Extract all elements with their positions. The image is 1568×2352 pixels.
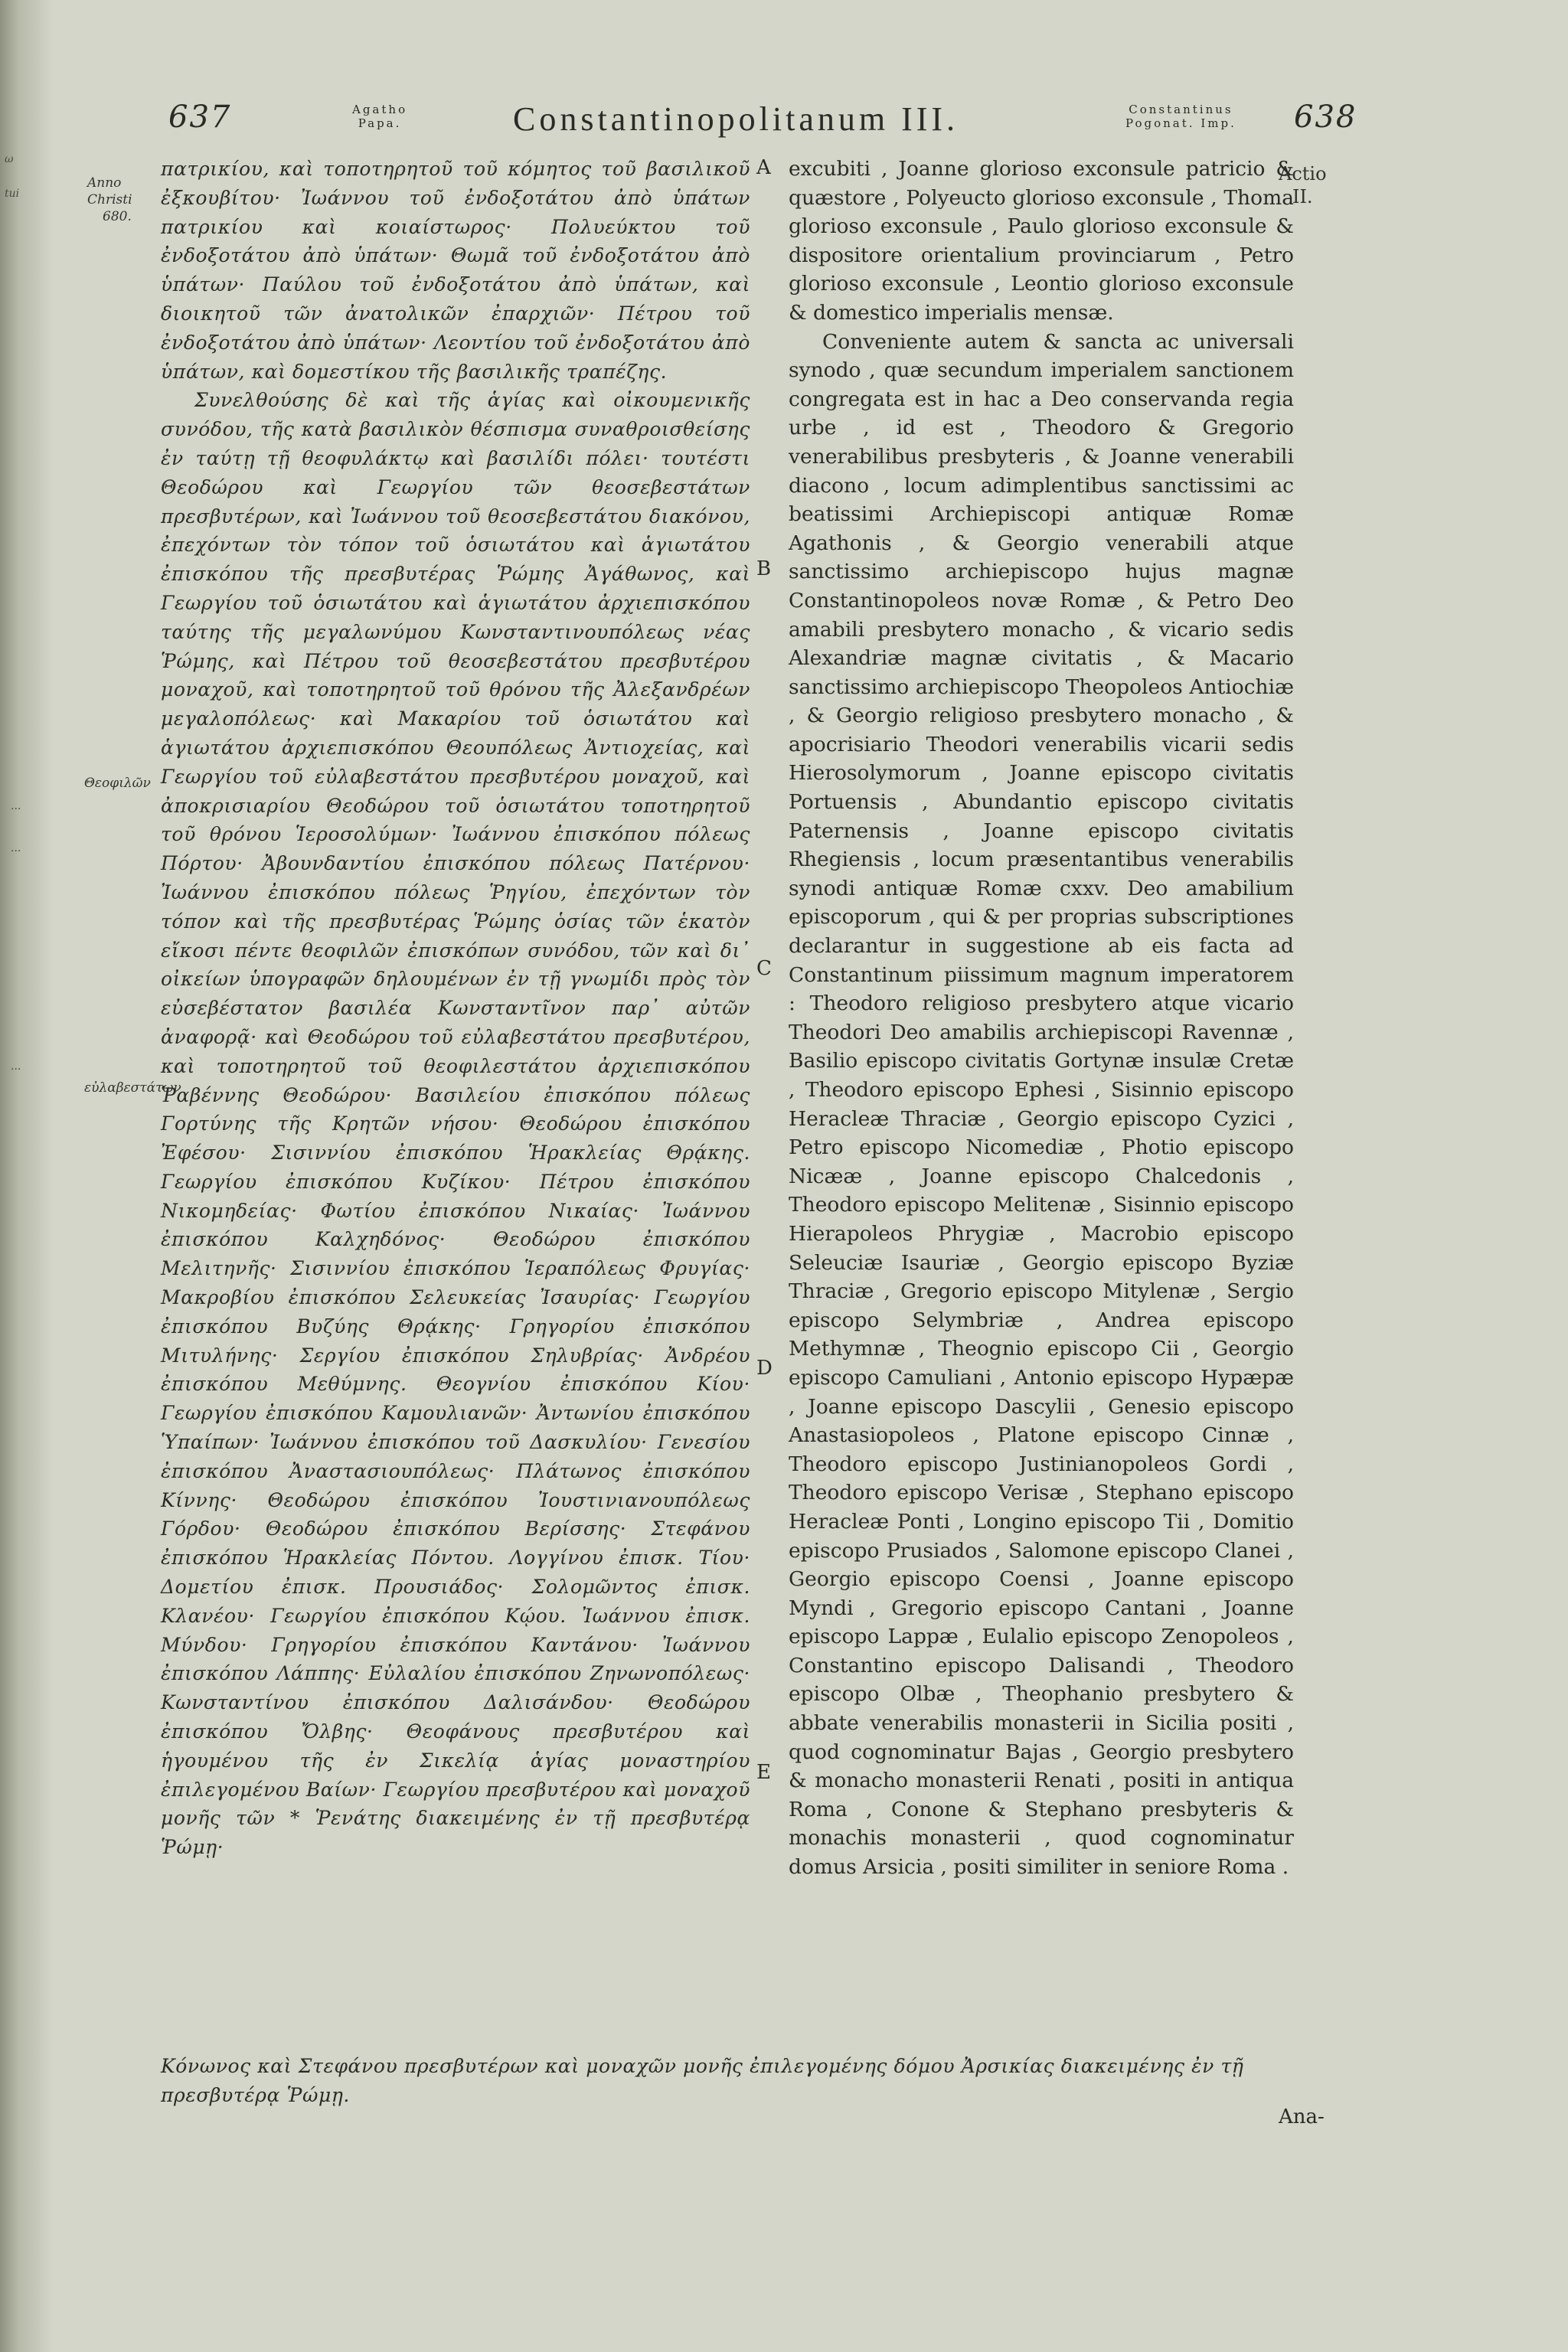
edge-fragment: ... bbox=[11, 1060, 21, 1073]
section-letter: A bbox=[756, 156, 771, 179]
adjacent-page-edge bbox=[0, 0, 54, 2352]
latin-text-column bbox=[789, 155, 1294, 1882]
edge-fragment: ... bbox=[11, 800, 21, 812]
greek-text-column bbox=[161, 155, 750, 1862]
section-letter: B bbox=[756, 557, 772, 580]
margin-actio-note: Actio II. bbox=[1279, 163, 1327, 207]
page-number-right: 638 bbox=[1294, 100, 1357, 135]
edge-fragment: ω bbox=[5, 153, 14, 165]
edge-fragment: tui bbox=[5, 188, 20, 200]
margin-variant-note: εὐλαβεστάτων bbox=[84, 1080, 181, 1096]
book-page bbox=[54, 0, 1568, 2352]
edge-fragment: ... bbox=[11, 842, 21, 854]
margin-variant-note: Θεοφιλῶν bbox=[84, 776, 151, 791]
greek-paragraph: πατρικίου, καὶ τοποτηρητοῦ τοῦ κόμητος τοῦ βασιλικοῦ ἐξκουβίτου· Ἰωάννου τοῦ ἐνδοξοτάτου ἀπὸ ὑπάτων πατρικίου καὶ κοιαίστωρος· Πολυεύκτου τοῦ ἐνδοξοτάτου ἀπὸ ὑπάτων· Θωμᾶ τοῦ ἐνδοξοτάτου ἀπὸ ὑπάτων· Παύλου τοῦ ἐνδοξοτάτου ἀπὸ ὑπάτων, καὶ διοικητοῦ τῶν ἀνατολικῶν ἐπαρχιῶν· Πέτρου τοῦ ἐνδοξοτάτου ἀπὸ ὑπάτων· Λεοντίου τοῦ ἐνδοξοτάτου ἀπὸ ὑπάτων, καὶ δομεστίκου τῆς βασιλικῆς τραπέζης. bbox=[161, 158, 750, 383]
latin-paragraph: Conveniente autem & sancta ac universali synodo , quæ secundum imperialem sanctionem congregata est in hac a Deo conservanda regia urbe , id est , Theodoro & Gregorio venerabilibus presbyteris , & Joanne venerabili diacono , locum adimplentibus sanctissimi ac beatissimi Archiepiscopi antiquæ Romæ Agathonis , & Georgio venerabili atque sanctissimo archiepiscopo hujus magnæ Constantinopoleos novæ Romæ , & Petro Deo amabili presbytero monacho , & vicario sedis Alexandriæ magnæ civitatis , & Macario sanctissimo archiepiscopo Theopoleos Antiochiæ , & Georgio religioso presbytero monacho , & apocrisiario Theodori venerabilis vicarii sedis Hierosolymorum , Joanne episcopo civitatis Portuensis , Abundantio episcopo civitatis Paternensis , Joanne episcopo civitatis Rhegiensis , locum præsentantibus venerabilis synodi antiquæ Romæ cxxv. Deo amabilium episcoporum , qui & per proprias subscriptiones declarantur in suggestione ab eis facta ad Constantinum piissimum magnum imperatorem : Theodoro religioso presbytero atque vicario Theodori Deo amabilis archiepiscopi Ravennæ , Basilio episcopo civitatis Gortynæ insulæ Cretæ , Theodoro episcopo Ephesi , Sisinnio episcopo Heracleæ Thraciæ , Georgio episcopo Cyzici , Petro episcopo Nicomediæ , Photio episcopo Nicææ , Joanne episcopo Chalcedonis , Theodoro episcopo Melitenæ , Sisinnio episcopo Hierapoleos Phrygiæ , Macrobio episcopo Seleuciæ Isauriæ , Georgio episcopo Byziæ Thraciæ , Gregorio episcopo Mitylenæ , Sergio episcopo Selymbriæ , Andrea episcopo Methymnæ , Theognio episcopo Cii , Georgio episcopo Camuliani , Antonio episcopo Hypæpæ , Joanne episcopo Dascylii , Genesio episcopo Anastasiopoleos , Platone episcopo Cinnæ , Theodoro episcopo Justinianopoleos Gordi , Theodoro episcopo Verisæ , Stephano episcopo Heracleæ Ponti , Longino episcopo Tii , Domitio episcopo Prusiados , Salomone episcopo Clanei , Georgio episcopo Coensi , Joanne episcopo Myndi , Gregorio episcopo Cantani , Joanne episcopo Lappæ , Eulalio episcopo Zenopoleos , Constantino episcopo Dalisandi , Theodoro episcopo Olbæ , Theophanio presbytero & abbate venerabilis monasterii in Sicilia positi , quod cognominatur Bajas , Georgio presbytero & monacho monasterii Renati , positi in antiqua Roma , Conone & Stephano presbyteris & monachis monasterii , quod cognominatur domus Arsicia , positi similiter in seniore Roma . bbox=[789, 329, 1294, 1880]
page-title: Constantinopolitanum III. bbox=[513, 100, 959, 138]
page-number-left: 637 bbox=[168, 100, 232, 135]
greek-continuation: Κόνωνος καὶ Στεφάνου πρεσβυτέρων καὶ μοναχῶν μονῆς ἐπιλεγομένης δόμου Ἀρσικίας διακειμένης ἐν τῇ πρεσβυτέρᾳ Ῥώμῃ. bbox=[161, 2055, 1244, 2106]
section-letter: D bbox=[756, 1357, 773, 1380]
section-letter: E bbox=[756, 1761, 771, 1784]
catchword: Ana- bbox=[1279, 2105, 1325, 2128]
pope-label: Agatho Papa. bbox=[352, 103, 408, 130]
latin-paragraph: excubiti , Joanne glorioso exconsule patricio & quæstore , Polyeucto glorioso exconsule , Thoma glorioso exconsule , Paulo glorioso exconsule & dispositore orientalium provinciarum , Petro glorioso exconsule , Leontio glorioso exconsule & domestico imperialis mensæ. bbox=[789, 157, 1294, 325]
margin-year-note: Anno Christi 680. bbox=[87, 175, 132, 224]
running-header bbox=[168, 100, 1357, 153]
greek-paragraph: Συνελθούσης δὲ καὶ τῆς ἁγίας καὶ οἰκουμενικῆς συνόδου, τῆς κατὰ βασιλικὸν θέσπισμα συναθροισθείσης ἐν ταύτῃ τῇ θεοφυλάκτῳ καὶ βασιλίδι πόλει· τουτέστι Θεοδώρου καὶ Γεωργίου τῶν θεοσεβεστάτων πρεσβυτέρων, καὶ Ἰωάννου τοῦ θεοσεβεστάτου διακόνου, ἐπεχόντων τὸν τόπον τοῦ ὁσιωτάτου καὶ ἁγιωτάτου ἐπισκόπου τῆς πρεσβυτέρας Ῥώμης Ἀγάθωνος, καὶ Γεωργίου τοῦ ὁσιωτάτου καὶ ἁγιωτάτου ἀρχιεπισκόπου ταύτης τῆς μεγαλωνύμου Κωνσταντινουπόλεως νέας Ῥώμης, καὶ Πέτρου τοῦ θεοσεβεστάτου πρεσβυτέρου μοναχοῦ, καὶ τοποτηρητοῦ τοῦ θρόνου τῆς Ἀλεξανδρέων μεγαλοπόλεως· καὶ Μακαρίου τοῦ ὁσιωτάτου καὶ ἁγιωτάτου ἀρχιεπισκόπου Θεουπόλεως Ἀντιοχείας, καὶ Γεωργίου τοῦ εὐλαβεστάτου πρεσβυτέρου μοναχοῦ, καὶ ἀποκρισιαρίου Θεοδώρου τοῦ ὁσιωτάτου τοποτηρητοῦ τοῦ θρόνου Ἱεροσολύμων· Ἰωάννου ἐπισκόπου πόλεως Πόρτου· Ἀβουνδαντίου ἐπισκόπου πόλεως Πατέρνου· Ἰωάννου ἐπισκόπου πόλεως Ῥηγίου, ἐπεχόντων τὸν τόπον καὶ τῆς πρεσβυτέρας Ῥώμης ὁσίας τῶν ἑκατὸν εἴκοσι πέντε θεοφιλῶν ἐπισκόπων συνόδου, τῶν καὶ δι᾽ οἰκείων ὑπογραφῶν δηλουμένων ἐν τῇ γνωμίδι πρὸς τὸν εὐσεβέστατον βασιλέα Κωνσταντῖνον παρ᾽ αὐτῶν ἀναφορᾷ· καὶ Θεοδώρου τοῦ εὐλαβεστάτου πρεσβυτέρου, καὶ τοποτηρητοῦ τοῦ θεοφιλεστάτου ἀρχιεπισκόπου Ῥαβέννης Θεοδώρου· Βασιλείου ἐπισκόπου πόλεως Γορτύνης τῆς Κρητῶν νήσου· Θεοδώρου ἐπισκόπου Ἐφέσου· Σισιννίου ἐπισκόπου Ἡρακλείας Θρᾴκης. Γεωργίου ἐπισκόπου Κυζίκου· Πέτρου ἐπισκόπου Νικομηδείας· Φωτίου ἐπισκόπου Νικαίας· Ἰωάννου ἐπισκόπου Καλχηδόνος· Θεοδώρου ἐπισκόπου Μελιτηνῆς· Σισιννίου ἐπισκόπου Ἱεραπόλεως Φρυγίας· Μακροβίου ἐπισκόπου Σελευκείας Ἰσαυρίας· Γεωργίου ἐπισκόπου Βυζύης Θρᾴκης· Γρηγορίου ἐπισκόπου Μιτυλήνης· Σεργίου ἐπισκόπου Σηλυβρίας· Ἀνδρέου ἐπισκόπου Μεθύμνης. Θεογνίου ἐπισκόπου Κίου· Γεωργίου ἐπισκόπου Καμουλιανῶν· Ἀντωνίου ἐπισκόπου Ὑπαίπων· Ἰωάννου ἐπισκόπου τοῦ Δασκυλίου· Γενεσίου ἐπισκόπου Ἀναστασιουπόλεως· Πλάτωνος ἐπισκόπου Κίννης· Θεοδώρου ἐπισκόπου Ἰουστινιανουπόλεως Γόρδου· Θεοδώρου ἐπισκόπου Βερίσσης· Στεφάνου ἐπισκόπου Ἡρακλείας Πόντου. Λογγίνου ἐπισκ. Τίου· Δομετίου ἐπισκ. Προυσιάδος· Σολομῶντος ἐπισκ. Κλανέου· Γεωργίου ἐπισκόπου Κῴου. Ἰωάννου ἐπισκ. Μύνδου· Γρηγορίου ἐπισκόπου Καντάνου· Ἰωάννου ἐπισκόπου Λάππης· Εὐλαλίου ἐπισκόπου Ζηνωνοπόλεως· Κωνσταντίνου ἐπισκόπου Δαλισάνδου· Θεοδώρου ἐπισκόπου Ὄλβης· Θεοφάνους πρεσβυτέρου καὶ ἡγουμένου τῆς ἐν Σικελίᾳ ἁγίας μοναστηρίου ἐπιλεγομένου Βαίων· Γεωργίου πρεσβυτέρου καὶ μοναχοῦ μονῆς τῶν * Ῥενάτης διακειμένης ἐν τῇ πρεσβυτέρᾳ Ῥώμῃ· bbox=[161, 389, 750, 1859]
emperor-label: Constantinus Pogonat. Imp. bbox=[1125, 103, 1236, 130]
section-letter: C bbox=[756, 957, 772, 980]
